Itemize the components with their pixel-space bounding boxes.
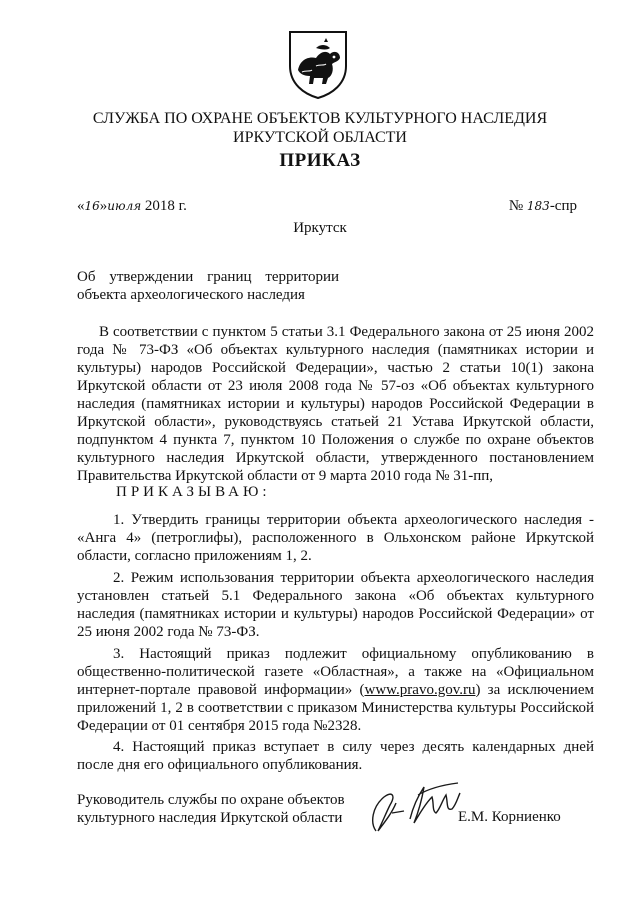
subject-line1: Об утверждении границ территории bbox=[77, 269, 339, 285]
organization-name-line2: ИРКУТСКОЙ ОБЛАСТИ bbox=[233, 129, 407, 146]
date-close-quote: » bbox=[99, 198, 108, 214]
order-item-1: 1. Утвердить границы территории объекта археологического наследия - «Анга 4» (петроглифы), расположенного в Ольхонском районе Иркутской области, согласно приложениям 1, 2. bbox=[77, 512, 594, 564]
pravo-gov-link[interactable]: www.pravo.gov.ru bbox=[364, 682, 476, 698]
document-date bbox=[77, 198, 187, 215]
signer-name: Е.М. Корниенко bbox=[458, 809, 561, 825]
signer-position-line2: культурного наследия Иркутской области bbox=[77, 810, 343, 826]
signer-position-line1: Руководитель службы по охране объектов bbox=[77, 792, 345, 808]
subject-line2: объекта археологического наследия bbox=[77, 287, 305, 303]
item3-text-before: 3. Настоящий приказ подлежит официальному опубликованию в общественно-политической газете «Областная», а также на «Официальном интернет-портале правовой информации» ( bbox=[77, 646, 594, 698]
coat-of-arms-icon bbox=[286, 26, 350, 100]
organization-name-line1: СЛУЖБА ПО ОХРАНЕ ОБЪЕКТОВ КУЛЬТУРНОГО НАСЛЕДИЯ bbox=[92, 110, 548, 127]
handwritten-signature-icon bbox=[362, 773, 472, 843]
number-suffix: -спр bbox=[549, 198, 577, 214]
item3-text-after: ) за исключением приложений 1, 2 в соответствии с приказом Министерства культуры Российской Федерации от 01 сентября 2015 года №2328. bbox=[77, 682, 594, 734]
order-item-4: 4. Настоящий приказ вступает в силу через десять календарных дней после дня его официального опубликования. bbox=[77, 739, 594, 773]
order-heading: ПРИКАЗЫВАЮ: bbox=[116, 484, 271, 500]
date-month-handwritten: июля bbox=[107, 199, 142, 213]
document-number bbox=[509, 198, 577, 215]
organization-name bbox=[60, 109, 580, 147]
date-year: 2018 г. bbox=[141, 198, 187, 214]
document-city: Иркутск bbox=[293, 220, 347, 236]
signer-position bbox=[77, 791, 345, 827]
number-prefix: № bbox=[508, 198, 524, 214]
document-subject bbox=[77, 268, 339, 304]
date-day-handwritten: 16 bbox=[84, 199, 100, 213]
date-open-quote: « bbox=[77, 198, 85, 214]
order-item-3 bbox=[77, 645, 594, 735]
order-item-2: 2. Режим использования территории объекта археологического наследия установлен статьей 5.1 Федерального закона «Об объектах культурного наследия (памятниках истории и культуры) народов Российской Федерации» от 25 июня 2002 года № 73-ФЗ. bbox=[77, 570, 594, 640]
document-title: ПРИКАЗ bbox=[279, 150, 361, 171]
number-handwritten: 183 bbox=[526, 199, 550, 213]
preamble-paragraph: В соответствии с пунктом 5 статьи 3.1 Федерального закона от 25 июня 2002 года № 73-ФЗ «Об объектах культурного наследия (памятниках истории и культуры) народов Российской Федерации», частью 2 статьи 10(1) закона Иркутской области от 23 июля 2008 года № 57-оз «Об объектах культурного наследия (памятниках истории и культуры) народов Российской Федерации в Иркутской области», руководствуясь статьей 21 Устава Иркутской области, подпунктом 4 пункта 7, пунктом 10 Положения о службе по охране объектов культурного наследия Иркутской области, утвержденного постановлением Правительства Иркутской области от 9 марта 2010 года № 31-пп, bbox=[77, 324, 594, 484]
